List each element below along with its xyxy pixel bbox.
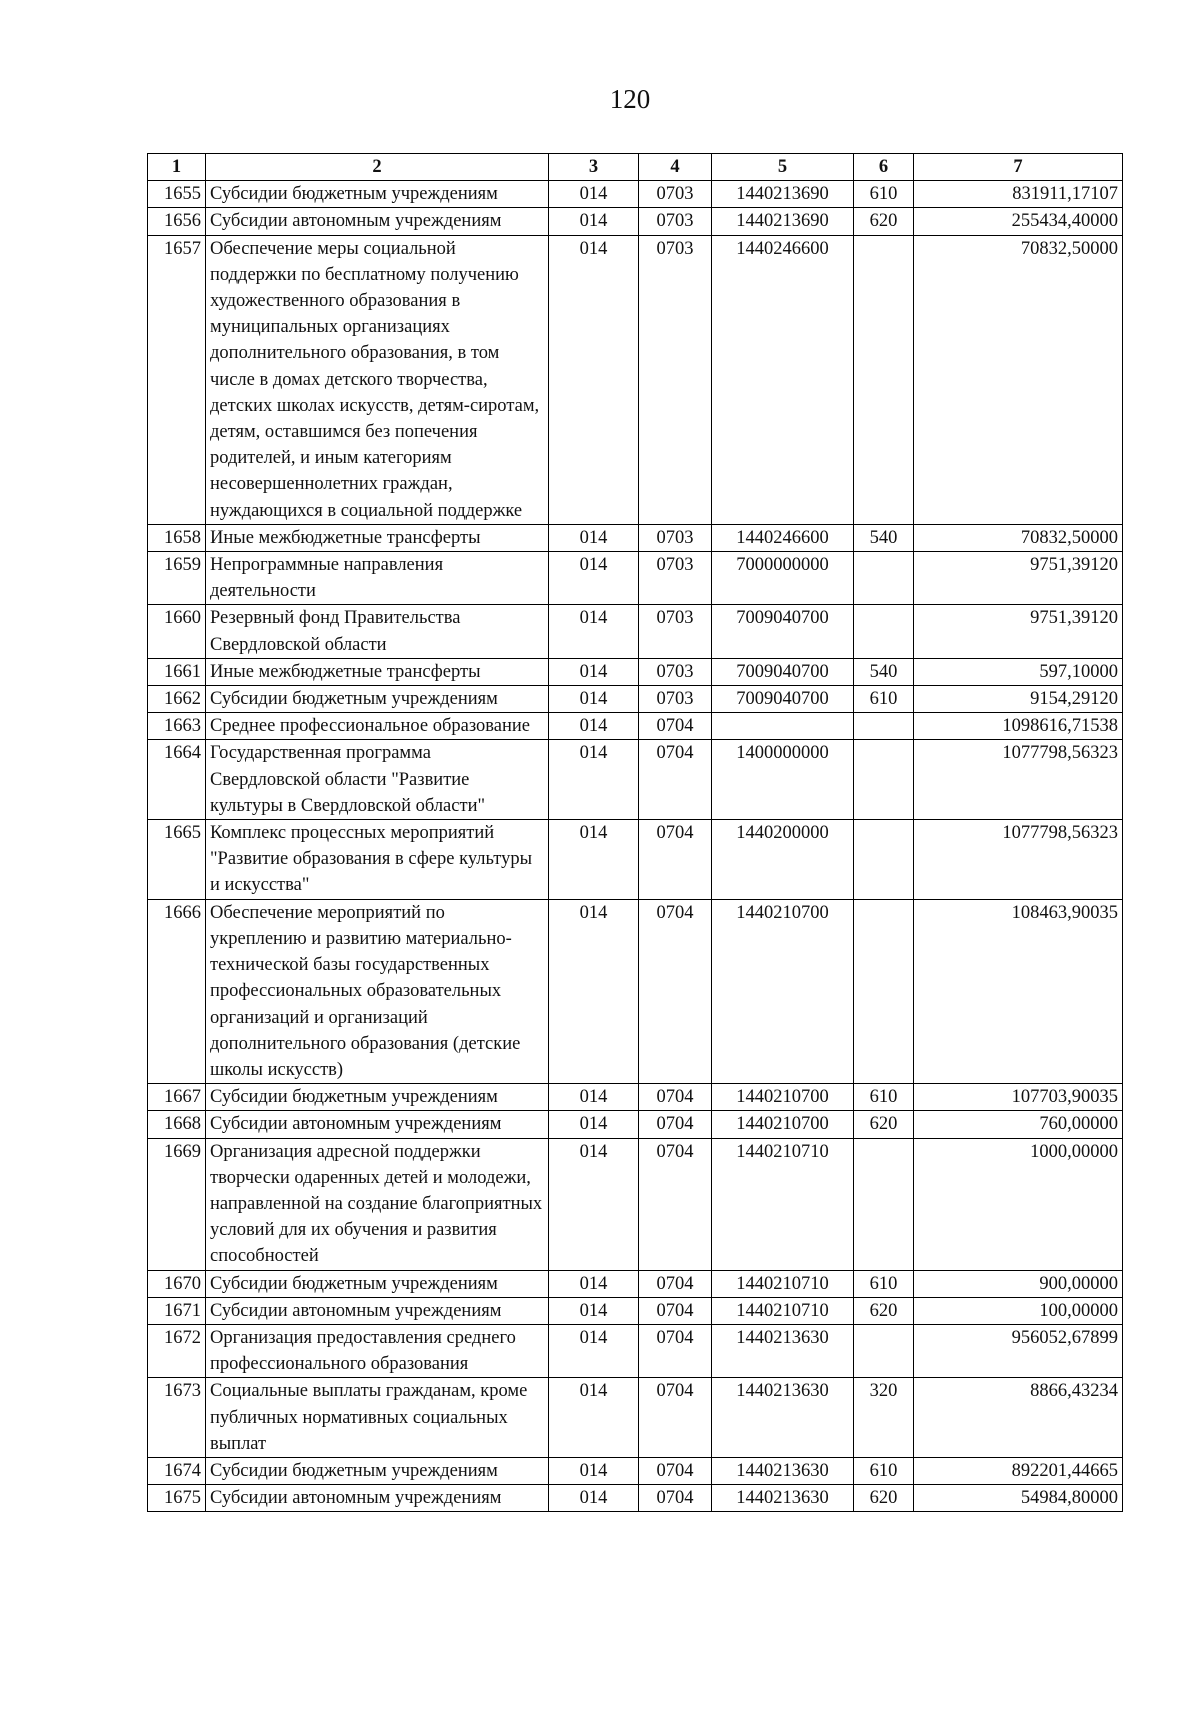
row-number: 1672	[148, 1324, 206, 1377]
row-expense-type	[854, 1138, 914, 1270]
row-expense-type: 610	[854, 1270, 914, 1297]
row-number: 1663	[148, 713, 206, 740]
row-section-code: 0703	[639, 524, 712, 551]
row-number: 1671	[148, 1297, 206, 1324]
row-section-code: 0704	[639, 1111, 712, 1138]
table-row	[148, 524, 1123, 551]
row-name: Организация адресной поддержки творчески одаренных детей и молодежи, направленной на создание благоприятных условий для их обучения и развития способностей	[206, 1138, 549, 1270]
row-name: Субсидии бюджетным учреждениям	[206, 686, 549, 713]
row-name: Иные межбюджетные трансферты	[206, 658, 549, 685]
row-expense-type	[854, 820, 914, 900]
row-ministry-code: 014	[549, 658, 639, 685]
row-amount: 1098616,71538	[914, 713, 1123, 740]
page-number: 120	[609, 84, 651, 114]
header-row	[148, 154, 1123, 181]
row-expense-type: 610	[854, 1457, 914, 1484]
table-row	[148, 1138, 1123, 1270]
row-amount: 100,00000	[914, 1297, 1123, 1324]
row-target-code: 1440246600	[712, 524, 854, 551]
row-section-code: 0703	[639, 181, 712, 208]
row-amount: 108463,90035	[914, 899, 1123, 1083]
row-ministry-code: 014	[549, 820, 639, 900]
row-number: 1660	[148, 605, 206, 658]
row-name: Субсидии автономным учреждениям	[206, 208, 549, 235]
row-number: 1673	[148, 1378, 206, 1458]
row-target-code: 1440210700	[712, 1084, 854, 1111]
row-amount: 831911,17107	[914, 181, 1123, 208]
row-section-code: 0703	[639, 208, 712, 235]
row-number: 1667	[148, 1084, 206, 1111]
row-section-code: 0704	[639, 1297, 712, 1324]
row-name: Субсидии бюджетным учреждениям	[206, 1457, 549, 1484]
row-amount: 9154,29120	[914, 686, 1123, 713]
row-amount: 760,00000	[914, 1111, 1123, 1138]
row-expense-type: 620	[854, 1485, 914, 1512]
row-number: 1657	[148, 235, 206, 524]
row-section-code: 0704	[639, 1485, 712, 1512]
row-ministry-code: 014	[549, 1324, 639, 1377]
row-target-code: 1440210710	[712, 1297, 854, 1324]
row-name: Субсидии автономным учреждениям	[206, 1297, 549, 1324]
row-expense-type	[854, 605, 914, 658]
row-number: 1664	[148, 740, 206, 820]
row-number: 1669	[148, 1138, 206, 1270]
column-header: 3	[549, 154, 639, 181]
row-ministry-code: 014	[549, 899, 639, 1083]
row-target-code: 7009040700	[712, 686, 854, 713]
row-expense-type	[854, 740, 914, 820]
row-expense-type: 610	[854, 181, 914, 208]
row-ministry-code: 014	[549, 1270, 639, 1297]
table-row	[148, 740, 1123, 820]
table-row	[148, 1084, 1123, 1111]
row-amount: 9751,39120	[914, 605, 1123, 658]
row-expense-type: 620	[854, 208, 914, 235]
row-amount: 956052,67899	[914, 1324, 1123, 1377]
row-expense-type: 620	[854, 1111, 914, 1138]
row-amount: 1077798,56323	[914, 820, 1123, 900]
row-section-code: 0703	[639, 552, 712, 605]
row-number: 1662	[148, 686, 206, 713]
row-ministry-code: 014	[549, 181, 639, 208]
row-ministry-code: 014	[549, 1378, 639, 1458]
row-target-code: 1440246600	[712, 235, 854, 524]
row-name: Непрограммные направления деятельности	[206, 552, 549, 605]
table-body	[148, 181, 1123, 1512]
row-section-code: 0704	[639, 1138, 712, 1270]
row-section-code: 0703	[639, 658, 712, 685]
row-amount: 54984,80000	[914, 1485, 1123, 1512]
row-section-code: 0704	[639, 1378, 712, 1458]
row-amount: 1077798,56323	[914, 740, 1123, 820]
table-row	[148, 1270, 1123, 1297]
row-target-code: 1440213690	[712, 181, 854, 208]
row-name: Резервный фонд Правительства Свердловской области	[206, 605, 549, 658]
row-name: Среднее профессиональное образование	[206, 713, 549, 740]
row-name: Социальные выплаты гражданам, кроме публичных нормативных социальных выплат	[206, 1378, 549, 1458]
row-expense-type	[854, 899, 914, 1083]
row-number: 1674	[148, 1457, 206, 1484]
row-target-code: 1440213630	[712, 1457, 854, 1484]
row-name: Субсидии автономным учреждениям	[206, 1485, 549, 1512]
row-number: 1655	[148, 181, 206, 208]
row-amount: 70832,50000	[914, 235, 1123, 524]
row-expense-type	[854, 1324, 914, 1377]
row-section-code: 0704	[639, 899, 712, 1083]
row-ministry-code: 014	[549, 1111, 639, 1138]
row-name: Обеспечение меры социальной поддержки по бесплатному получению художественного образования в муниципальных организациях дополнительного образования, в том числе в домах детского творчества, детских школах искусств, детям-сиротам, детям, оставшимся без попечения родителей, и иным категориям несовершеннолетних граждан, нуждающихся в социальной поддержке	[206, 235, 549, 524]
row-target-code	[712, 713, 854, 740]
row-name: Организация предоставления среднего профессионального образования	[206, 1324, 549, 1377]
row-ministry-code: 014	[549, 552, 639, 605]
row-ministry-code: 014	[549, 1485, 639, 1512]
column-header: 4	[639, 154, 712, 181]
row-number: 1670	[148, 1270, 206, 1297]
row-ministry-code: 014	[549, 524, 639, 551]
table-row	[148, 686, 1123, 713]
row-name: Субсидии автономным учреждениям	[206, 1111, 549, 1138]
row-name: Обеспечение мероприятий по укреплению и развитию материально-технической базы государственных профессиональных образовательных организаций и организаций дополнительного образования (детские школы искусств)	[206, 899, 549, 1083]
column-header: 2	[206, 154, 549, 181]
table-row	[148, 1457, 1123, 1484]
row-name: Государственная программа Свердловской области "Развитие культуры в Свердловской области"	[206, 740, 549, 820]
table-row	[148, 181, 1123, 208]
row-amount: 255434,40000	[914, 208, 1123, 235]
row-number: 1656	[148, 208, 206, 235]
row-target-code: 1440210710	[712, 1138, 854, 1270]
row-section-code: 0704	[639, 713, 712, 740]
row-number: 1668	[148, 1111, 206, 1138]
row-number: 1665	[148, 820, 206, 900]
row-target-code: 1440210700	[712, 899, 854, 1083]
row-target-code: 1440213630	[712, 1378, 854, 1458]
row-target-code: 7009040700	[712, 658, 854, 685]
column-header: 1	[148, 154, 206, 181]
table-row	[148, 235, 1123, 524]
table-row	[148, 1485, 1123, 1512]
table-row	[148, 1297, 1123, 1324]
row-ministry-code: 014	[549, 686, 639, 713]
row-ministry-code: 014	[549, 1138, 639, 1270]
row-ministry-code: 014	[549, 1297, 639, 1324]
table-row	[148, 1324, 1123, 1377]
row-section-code: 0704	[639, 1270, 712, 1297]
row-target-code: 7000000000	[712, 552, 854, 605]
row-amount: 9751,39120	[914, 552, 1123, 605]
budget-table	[147, 153, 1123, 1512]
row-name: Субсидии бюджетным учреждениям	[206, 1270, 549, 1297]
row-section-code: 0703	[639, 605, 712, 658]
row-expense-type	[854, 713, 914, 740]
row-section-code: 0704	[639, 820, 712, 900]
row-amount: 597,10000	[914, 658, 1123, 685]
row-name: Иные межбюджетные трансферты	[206, 524, 549, 551]
row-amount: 107703,90035	[914, 1084, 1123, 1111]
row-expense-type	[854, 552, 914, 605]
row-section-code: 0704	[639, 1084, 712, 1111]
row-target-code: 1440213690	[712, 208, 854, 235]
row-ministry-code: 014	[549, 605, 639, 658]
row-target-code: 7009040700	[712, 605, 854, 658]
table-row	[148, 1111, 1123, 1138]
row-expense-type	[854, 235, 914, 524]
row-expense-type: 320	[854, 1378, 914, 1458]
row-target-code: 1440210700	[712, 1111, 854, 1138]
row-number: 1675	[148, 1485, 206, 1512]
table-row	[148, 552, 1123, 605]
row-expense-type: 610	[854, 686, 914, 713]
table-row	[148, 658, 1123, 685]
row-section-code: 0704	[639, 1457, 712, 1484]
row-expense-type: 610	[854, 1084, 914, 1111]
row-target-code: 1400000000	[712, 740, 854, 820]
row-section-code: 0703	[639, 686, 712, 713]
row-number: 1661	[148, 658, 206, 685]
column-header: 7	[914, 154, 1123, 181]
row-amount: 900,00000	[914, 1270, 1123, 1297]
column-header: 6	[854, 154, 914, 181]
row-name: Субсидии бюджетным учреждениям	[206, 1084, 549, 1111]
row-section-code: 0704	[639, 740, 712, 820]
row-expense-type: 540	[854, 524, 914, 551]
table-row	[148, 1378, 1123, 1458]
table-row	[148, 899, 1123, 1083]
row-expense-type: 620	[854, 1297, 914, 1324]
row-name: Субсидии бюджетным учреждениям	[206, 181, 549, 208]
row-ministry-code: 014	[549, 1084, 639, 1111]
row-name: Комплекс процессных мероприятий "Развитие образования в сфере культуры и искусства"	[206, 820, 549, 900]
row-number: 1666	[148, 899, 206, 1083]
row-target-code: 1440213630	[712, 1324, 854, 1377]
row-target-code: 1440200000	[712, 820, 854, 900]
row-section-code: 0704	[639, 1324, 712, 1377]
row-number: 1659	[148, 552, 206, 605]
table-row	[148, 605, 1123, 658]
row-amount: 70832,50000	[914, 524, 1123, 551]
row-target-code: 1440210710	[712, 1270, 854, 1297]
row-section-code: 0703	[639, 235, 712, 524]
row-expense-type: 540	[854, 658, 914, 685]
table-row	[148, 820, 1123, 900]
row-ministry-code: 014	[549, 1457, 639, 1484]
table-row	[148, 208, 1123, 235]
row-ministry-code: 014	[549, 235, 639, 524]
row-amount: 892201,44665	[914, 1457, 1123, 1484]
table-row	[148, 713, 1123, 740]
row-ministry-code: 014	[549, 740, 639, 820]
row-target-code: 1440213630	[712, 1485, 854, 1512]
row-ministry-code: 014	[549, 713, 639, 740]
row-number: 1658	[148, 524, 206, 551]
column-header: 5	[712, 154, 854, 181]
row-amount: 8866,43234	[914, 1378, 1123, 1458]
row-ministry-code: 014	[549, 208, 639, 235]
row-amount: 1000,00000	[914, 1138, 1123, 1270]
